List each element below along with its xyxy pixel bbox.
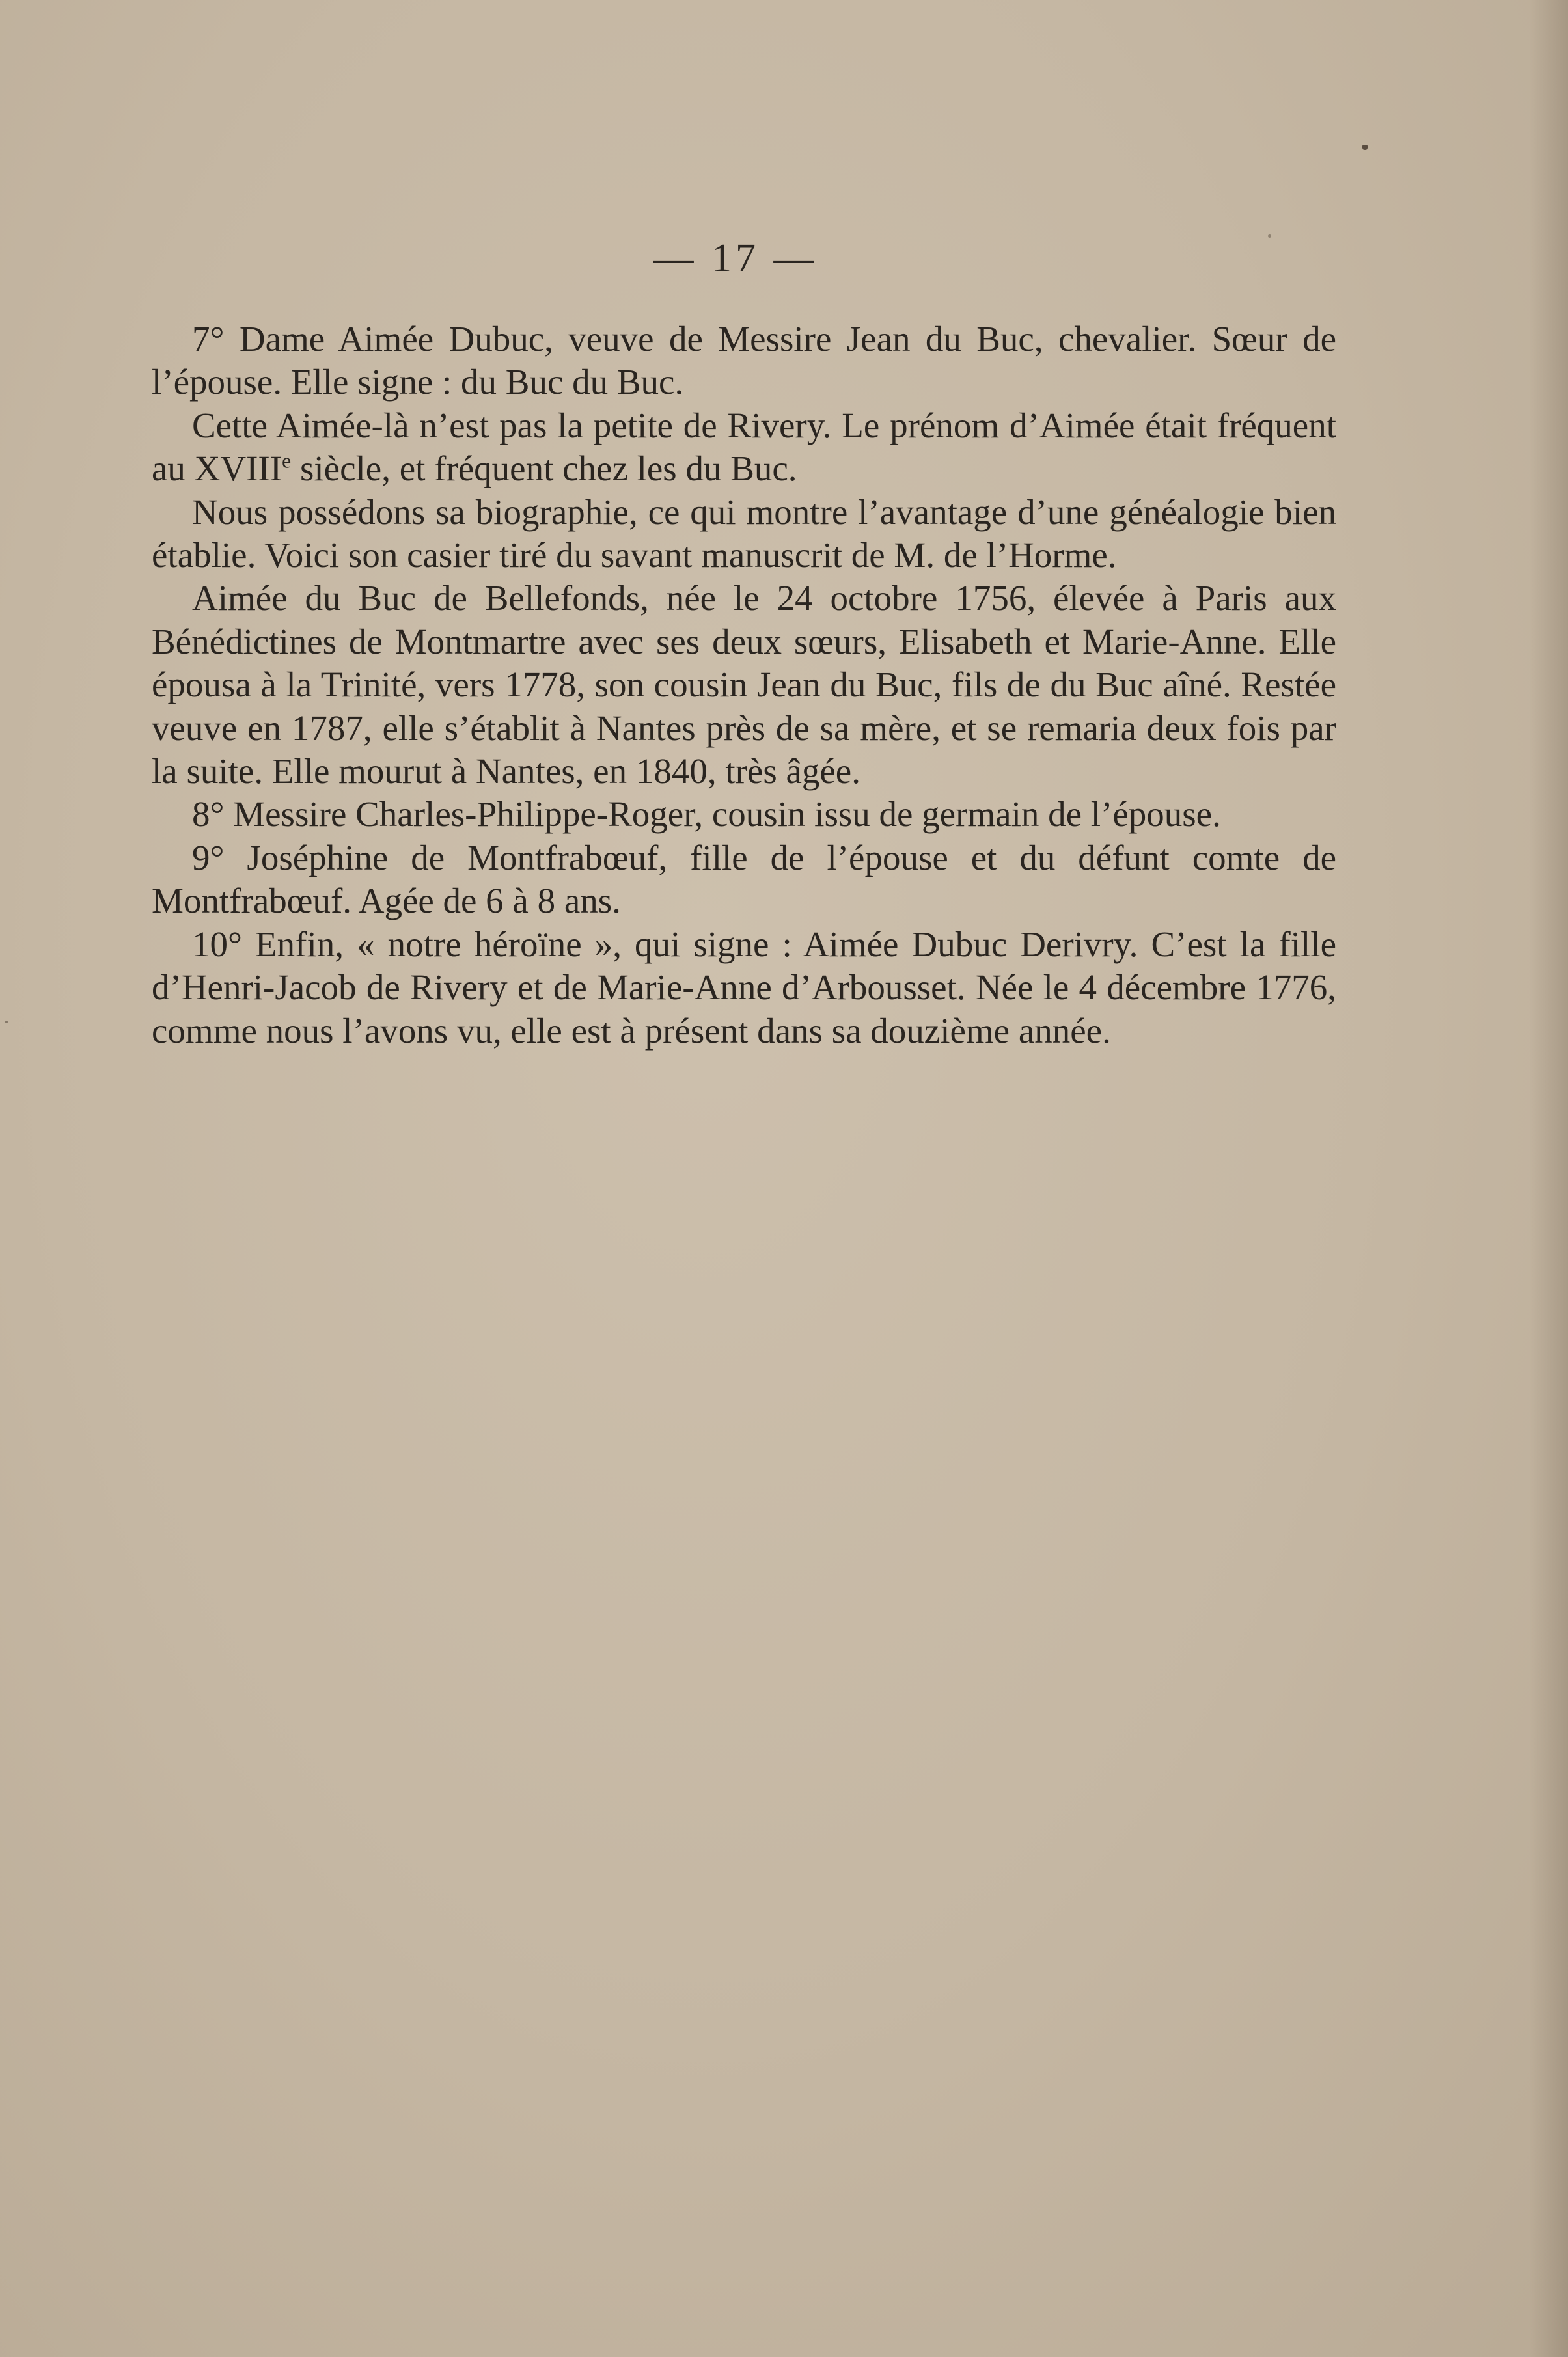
century-superscript: e	[282, 448, 292, 473]
paragraph-entry-10: 10° Enfin, « notre héroïne », qui signe : Aimée Dubuc Derivry. C’est la fille d’Henri-Jacob de Rivery et de Marie-Anne d’Arbousset. Née le 4 décembre 1776, comme nous l’avons vu, elle est à présent dans sa douzième année.	[152, 924, 1336, 1051]
body-text	[152, 318, 1336, 1053]
paragraph-entry-9: 9° Joséphine de Montfrabœuf, fille de l’épouse et du défunt comte de Montfrabœuf. Agée de 6 à 8 ans.	[152, 837, 1336, 921]
paragraph-biography: Nous possédons sa biographie, ce qui montre l’avantage d’une généalogie bien établie. Voici son casier tiré du savant manuscrit de M. de l’Horme.	[152, 491, 1336, 575]
paragraph-entry-8: 8° Messire Charles-Philippe-Roger, cousin issu de germain de l’épouse.	[192, 794, 1221, 834]
text-segment: Cette Aimée-là n’est pas la petite de Rivery. Le prénom d’Aimée était fréquent au XVIII	[152, 405, 1336, 489]
paragraph-entry-7: 7° Dame Aimée Dubuc, veuve de Messire Jean du Buc, chevalier. Sœur de l’épouse. Elle signe : du Buc du Buc.	[152, 319, 1336, 402]
paragraph-aimee-bellefonds: Aimée du Buc de Bellefonds, née le 24 octobre 1756, élevée à Paris aux Bénédictines de Montmartre avec ses deux sœurs, Elisabeth et Marie-Anne. Elle épousa à la Trinité, vers 1778, son cousin Jean du Buc, fils de du Buc aîné. Restée veuve en 1787, elle s’établit à Nantes près de sa mère, et se remaria deux fois par la suite. Elle mourut à Nantes, en 1840, très âgée.	[152, 578, 1336, 792]
paper-speck	[5, 1021, 8, 1023]
paper-speck	[1362, 145, 1368, 150]
paragraph-aimee-note	[152, 404, 1336, 491]
page-edge-shadow	[1529, 0, 1568, 2357]
text-segment: siècle, et fréquent chez les du Buc.	[291, 448, 797, 489]
page-number: — 17 —	[653, 236, 818, 281]
